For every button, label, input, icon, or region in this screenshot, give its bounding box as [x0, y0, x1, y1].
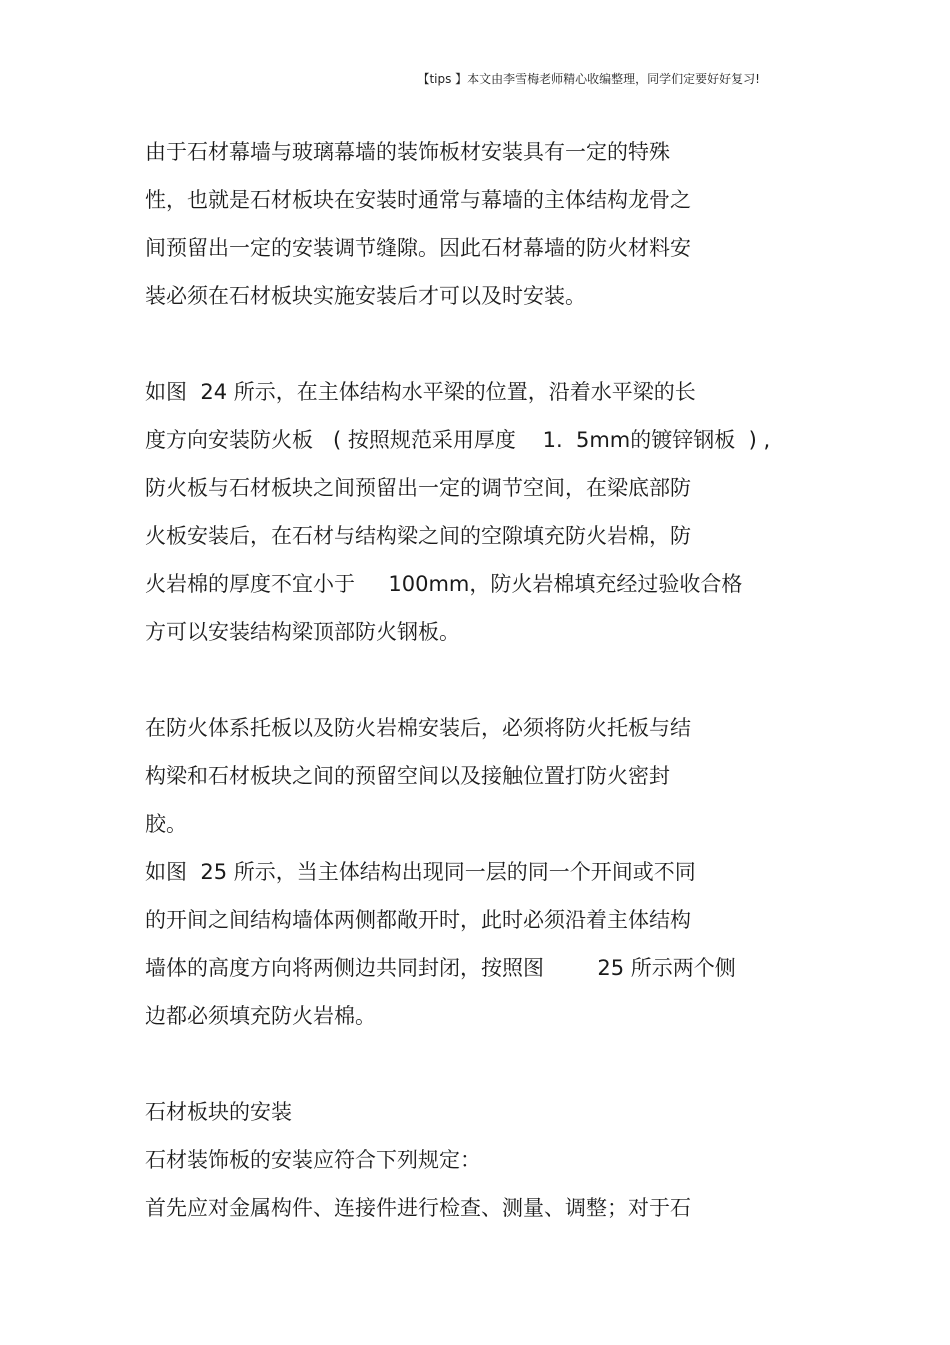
document-body [145, 128, 825, 1232]
paragraph-gap [145, 656, 825, 704]
text-line: 火岩棉的厚度不宜小于 100mm，防火岩棉填充经过验收合格 [145, 572, 743, 596]
text-line: 的开间之间结构墙体两侧都敞开时，此时必须沿着主体结构 [145, 908, 691, 932]
section-heading: 石材板块的安装 [145, 1100, 292, 1124]
paragraph-gap [145, 320, 825, 368]
text-line: 性，也就是石材板块在安装时通常与幕墙的主体结构龙骨之 [145, 188, 691, 212]
paragraph-2 [145, 368, 825, 656]
text-line: 胶。 [145, 812, 187, 836]
paragraph-4 [145, 1088, 825, 1232]
text-line: 墙体的高度方向将两侧边共同封闭，按照图 25 所示两个侧 [145, 956, 736, 980]
text-line: 如图 25 所示，当主体结构出现同一层的同一个开间或不同 [145, 860, 696, 884]
text-line: 边都必须填充防火岩棉。 [145, 1004, 376, 1028]
paragraph-1 [145, 128, 825, 320]
text-line: 防火板与石材板块之间预留出一定的调节空间，在梁底部防 [145, 476, 691, 500]
text-line: 火板安装后，在石材与结构梁之间的空隙填充防火岩棉，防 [145, 524, 691, 548]
text-line: 间预留出一定的安装调节缝隙。因此石材幕墙的防火材料安 [145, 236, 691, 260]
text-line: 度方向安装防火板 ( 按照规范采用厚度 1. 5mm的镀锌钢板 ) , [145, 428, 771, 452]
header-tips: 【tips 】本文由李雪梅老师精心收编整理，同学们定要好好复习! [417, 72, 760, 86]
text-line: 石材装饰板的安装应符合下列规定： [145, 1148, 481, 1172]
text-line: 在防火体系托板以及防火岩棉安装后，必须将防火托板与结 [145, 716, 691, 740]
text-line: 由于石材幕墙与玻璃幕墙的装饰板材安装具有一定的特殊 [145, 140, 670, 164]
text-line: 构梁和石材板块之间的预留空间以及接触位置打防火密封 [145, 764, 670, 788]
paragraph-3 [145, 704, 825, 1040]
text-line: 首先应对金属构件、连接件进行检查、测量、调整；对于石 [145, 1196, 691, 1220]
paragraph-gap [145, 1040, 825, 1088]
text-line: 如图 24 所示，在主体结构水平梁的位置，沿着水平梁的长 [145, 380, 696, 404]
text-line: 方可以安装结构梁顶部防火钢板。 [145, 620, 460, 644]
text-line: 装必须在石材板块实施安装后才可以及时安装。 [145, 284, 586, 308]
